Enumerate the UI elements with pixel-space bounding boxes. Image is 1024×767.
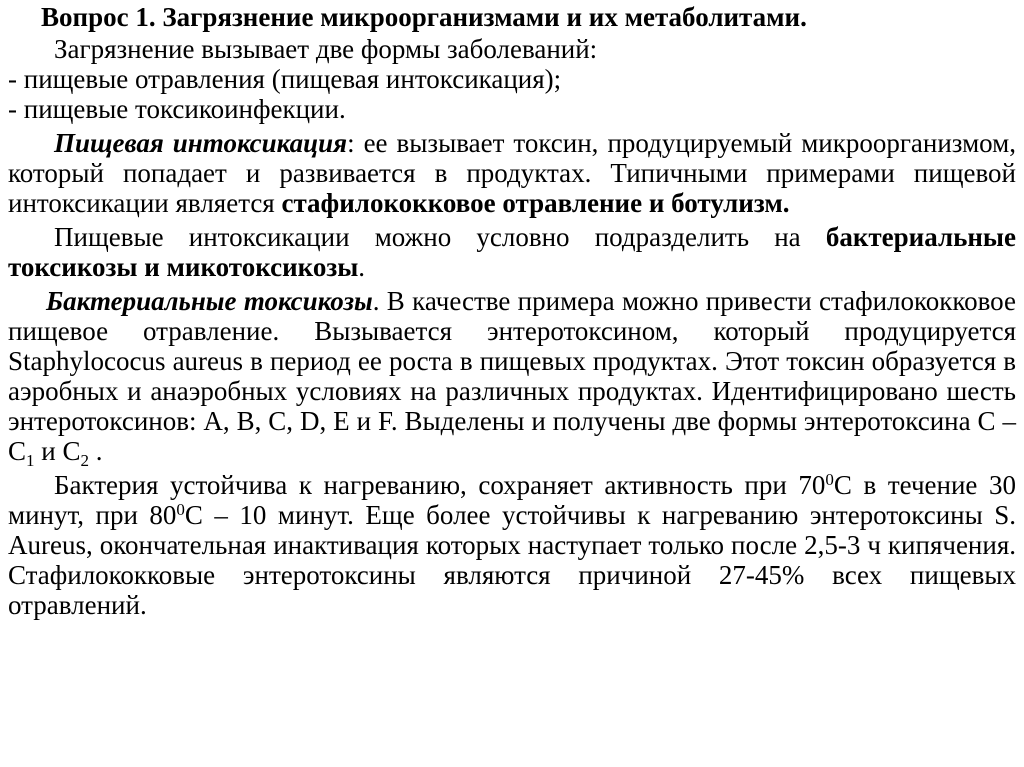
- paragraph-heat-resistance: [8, 470, 1016, 620]
- list-item-poisoning: - пищевые отравления (пищевая интоксикация);: [8, 64, 562, 94]
- degree-superscript-1: 0: [825, 470, 834, 489]
- term-food-intoxication: Пищевая интоксикация: [54, 128, 348, 158]
- paragraph-text-3: С – 10 минут. Еще более устойчивы к нагреванию энтеротоксины S. Aureus, окончательная инактивация которых наступает только после 2,5-3 ч кипячения. Стафилококковые энтеротоксины являются причиной 27-45% всех пищевых отравлений.: [8, 500, 1016, 620]
- bold-types: бактериальные токсикозы и микотоксикозы: [8, 222, 1016, 282]
- paragraph-end: .: [358, 252, 366, 282]
- degree-superscript-2: 0: [176, 500, 185, 519]
- subscript-2: 2: [80, 451, 89, 470]
- paragraph-text-2: С в течение 30 минут, при 80: [8, 470, 1016, 530]
- subscript-1: 1: [26, 451, 35, 470]
- paragraph-text-mid: и С: [34, 436, 81, 466]
- question-title: Вопрос 1. Загрязнение микроорганизмами и их метаболитами.: [41, 2, 807, 32]
- paragraph-bacterial-toxicoses: [8, 286, 1016, 470]
- paragraph-text: Пищевые интоксикации можно условно подразделить на: [54, 222, 826, 252]
- list-item-toxicoinfection: - пищевые токсикоинфекции.: [8, 94, 346, 124]
- paragraph-text: : ее вызывает токсин, продуцируемый микроорганизмом, который попадает и развивается в продуктах. Типичными примерами пищевой интоксикации является: [8, 128, 1017, 218]
- paragraph-food-intoxication: [8, 128, 1016, 218]
- bold-examples: стафилококковое отравление и ботулизм.: [281, 188, 790, 218]
- paragraph-text-1: Бактерия устойчива к нагреванию, сохраняет активность при 70: [54, 470, 826, 500]
- term-bacterial-toxicoses: Бактериальные токсикозы: [46, 286, 373, 316]
- intro-line: Загрязнение вызывает две формы заболеваний:: [54, 34, 598, 64]
- paragraph-intoxication-types: [8, 222, 1016, 282]
- paragraph-end: .: [88, 436, 103, 466]
- paragraph-text: . В качестве примера можно привести стафилококковое пищевое отравление. Вызывается энтеротоксином, который продуцируется Staphylococus aureus в период ее роста в пищевых продуктах. Этот токсин образуется в аэробных и анаэробных условиях на различных продуктах. Идентифицировано шесть энтеротоксинов: A, B, C, D, E и F. Выделены и получены две формы энтеротоксина С – С: [8, 286, 1016, 466]
